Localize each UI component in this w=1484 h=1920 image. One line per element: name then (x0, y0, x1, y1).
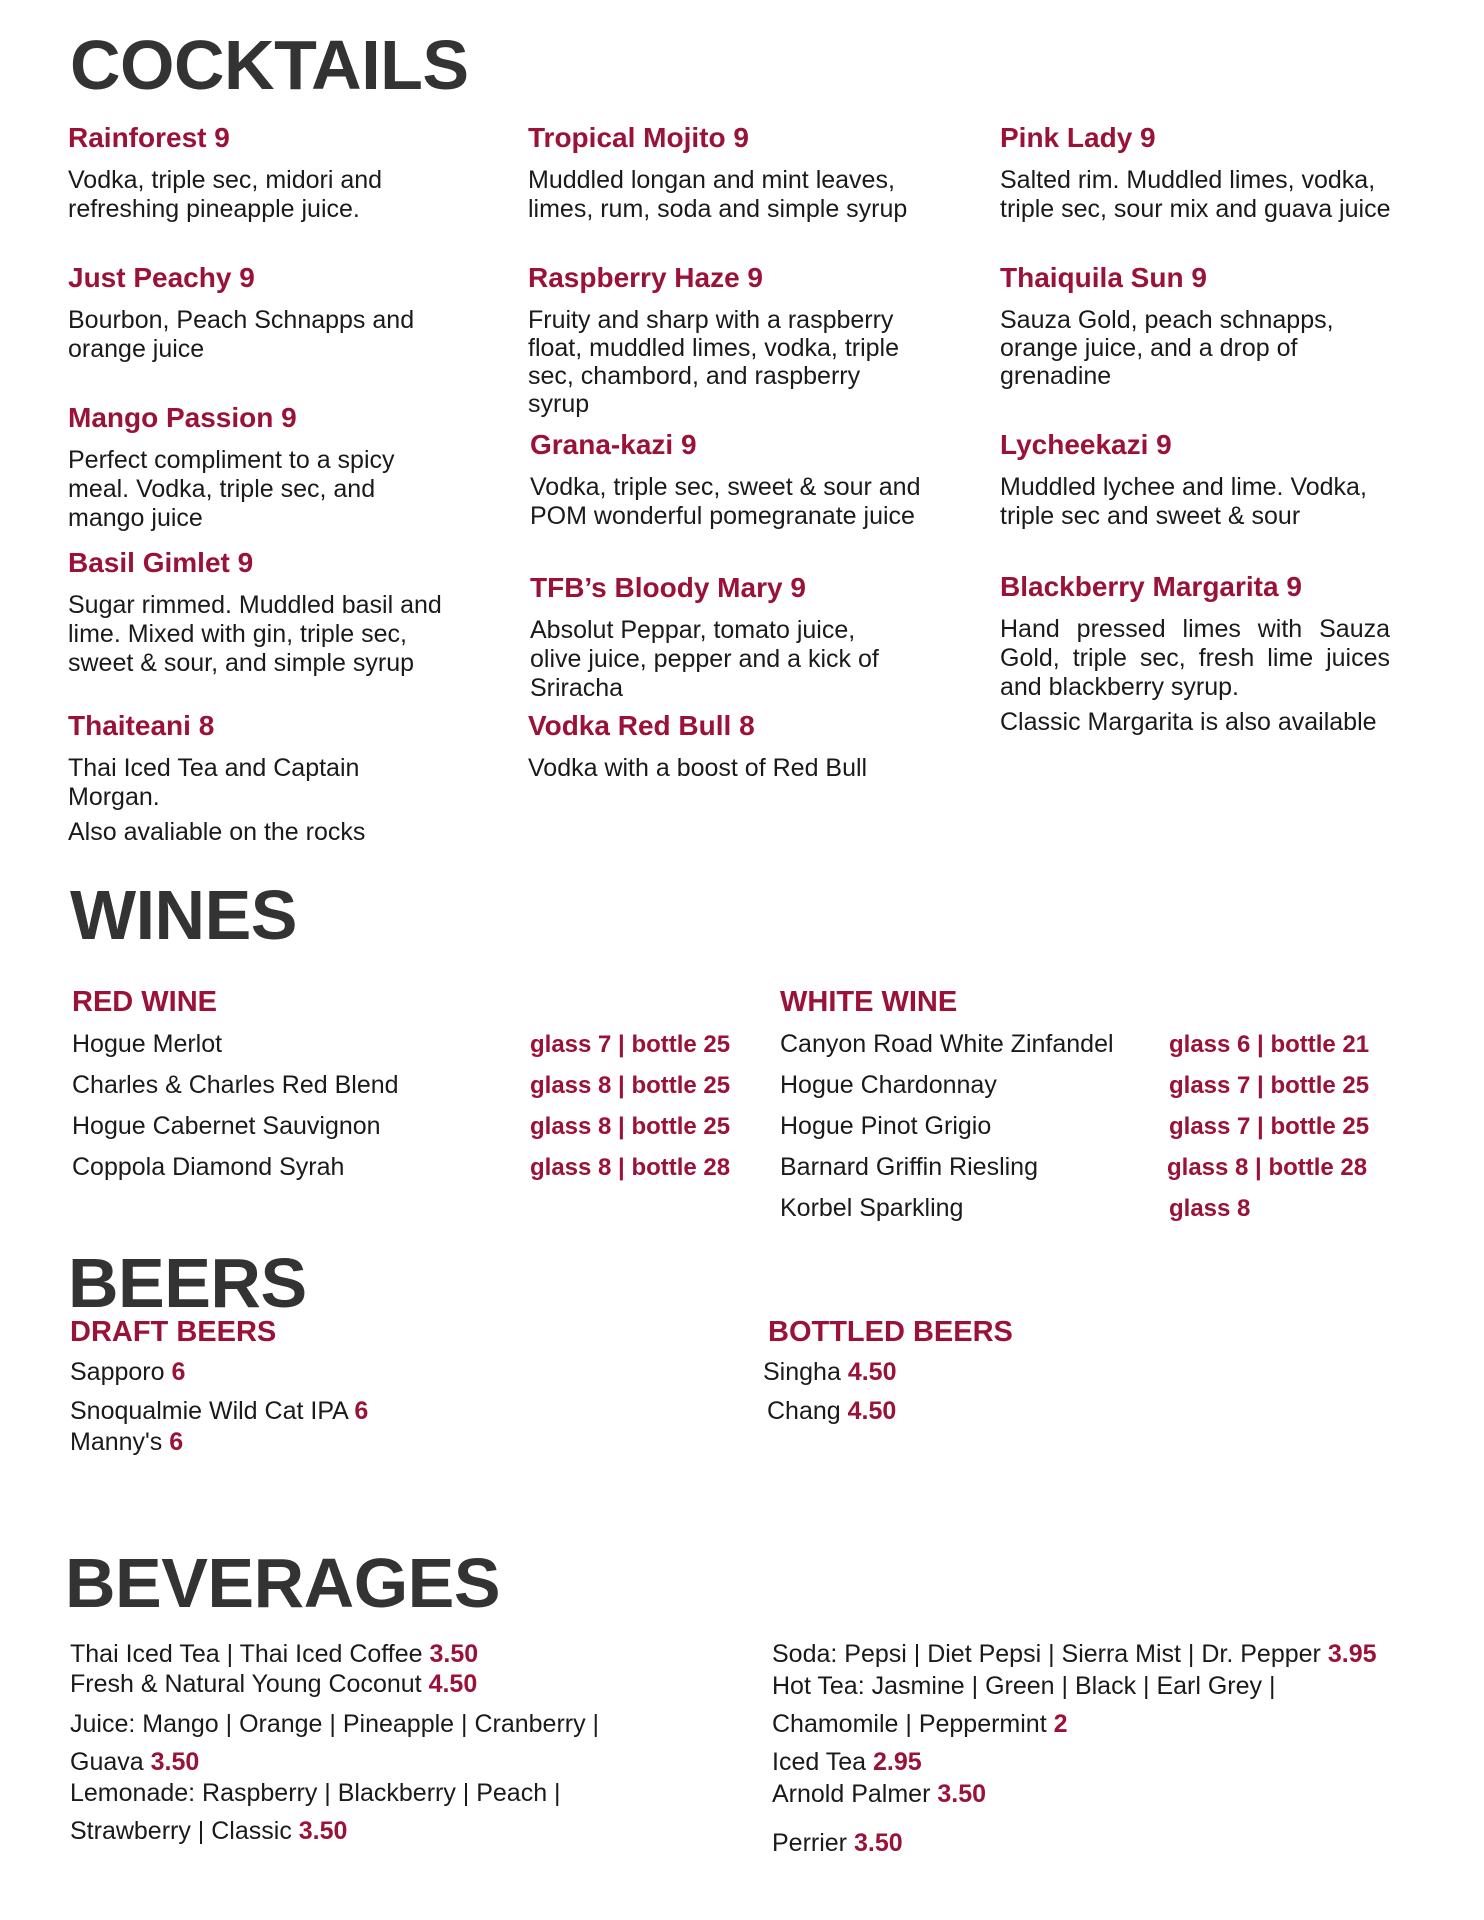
cocktail-item (68, 123, 478, 224)
cocktail-item (1000, 263, 1430, 390)
cocktail-desc: Absolut Peppar, tomato juice, olive juice, pepper and a kick of Sriracha (530, 615, 879, 702)
cocktail-desc: Muddled lychee and lime. Vodka, triple sec and sweet & sour (1000, 472, 1367, 530)
beverage-price: 3.50 (298, 1817, 348, 1845)
beverage-text: Guava (70, 1748, 144, 1776)
beverage-text: Iced Tea (772, 1748, 867, 1776)
cocktail-name: Mango Passion 9 (68, 402, 297, 433)
beer-name: Chang (767, 1397, 841, 1425)
beverage-price: 2.95 (873, 1748, 922, 1776)
beverage-line (70, 1672, 477, 1697)
wine-name: Canyon Road White Zinfandel (780, 1030, 1114, 1058)
beverage-text: Lemonade: Raspberry | Blackberry | Peach | (70, 1779, 561, 1807)
beer-name: Manny's (70, 1428, 163, 1456)
cocktail-desc: Vodka, triple sec, sweet & sour and POM wonderful pomegranate juice (530, 472, 921, 530)
wines-title: WINES (70, 876, 297, 954)
beers-title: BEERS (68, 1244, 307, 1322)
cocktail-item (1000, 123, 1430, 224)
beverages-title: BEVERAGES (65, 1544, 501, 1622)
cocktail-name: Raspberry Haze 9 (528, 262, 764, 293)
cocktail-item (1000, 572, 1390, 737)
beverage-line (70, 1712, 599, 1737)
beverage-line (70, 1781, 561, 1806)
cocktail-item (530, 573, 950, 703)
cocktail-desc: Muddled longan and mint leaves, limes, rum, soda and simple syrup (528, 165, 908, 223)
beverage-line (70, 1819, 347, 1844)
cocktail-desc: Sugar rimmed. Muddled basil and lime. Mixed with gin, triple sec, sweet & sour, and simple syrup (68, 590, 442, 677)
wine-price: glass 8 (1169, 1195, 1251, 1222)
bottled-beer-item (763, 1360, 896, 1385)
cocktail-item (528, 123, 948, 224)
cocktail-name: Vodka Red Bull 8 (528, 710, 755, 741)
beverage-line (70, 1750, 199, 1775)
wine-price: glass 6 | bottle 21 (1169, 1031, 1370, 1058)
beer-price: 6 (171, 1358, 186, 1386)
cocktail-item (1000, 430, 1430, 531)
cocktail-note: Also avaliable on the rocks (68, 817, 366, 846)
cocktail-name: Grana-kazi 9 (530, 429, 697, 460)
beer-name: Snoqualmie Wild Cat IPA (70, 1397, 348, 1425)
beverage-text: Juice: Mango | Orange | Pineapple | Cranberry | (70, 1710, 600, 1738)
beer-price: 6 (169, 1428, 184, 1456)
cocktail-item (528, 263, 948, 418)
beverage-price: 2 (1053, 1710, 1068, 1738)
cocktail-desc: Fruity and sharp with a raspberry float, muddled limes, vodka, triple sec, chambord, and raspberry syrup (528, 305, 900, 418)
beverage-line (772, 1831, 903, 1856)
beer-price: 4.50 (847, 1358, 897, 1386)
cocktail-item (68, 548, 488, 678)
beverage-text: Arnold Palmer (772, 1780, 931, 1808)
white-wine-heading: WHITE WINE (780, 986, 958, 1018)
cocktail-desc: Sauza Gold, peach schnapps, orange juice, and a drop of grenadine (1000, 305, 1334, 390)
beverage-line (772, 1782, 986, 1807)
cocktail-desc: Bourbon, Peach Schnapps and orange juice (68, 305, 415, 363)
cocktail-name: Pink Lady 9 (1000, 122, 1156, 153)
bottled-beers-heading: BOTTLED BEERS (768, 1316, 1013, 1348)
beer-name: Singha (763, 1358, 841, 1386)
cocktail-name: Just Peachy 9 (68, 262, 255, 293)
wine-price: glass 8 | bottle 28 (530, 1154, 731, 1181)
cocktails-title: COCKTAILS (70, 26, 469, 104)
cocktail-desc: Vodka with a boost of Red Bull (528, 753, 868, 782)
wine-price: glass 8 | bottle 25 (530, 1113, 731, 1140)
draft-beer-item (70, 1360, 185, 1385)
wine-name: Barnard Griffin Riesling (780, 1153, 1038, 1181)
cocktail-desc: Vodka, triple sec, midori and refreshing pineapple juice. (68, 165, 383, 223)
beer-name: Sapporo (70, 1358, 165, 1386)
draft-beer-item (70, 1399, 368, 1424)
cocktail-desc: Thai Iced Tea and Captain Morgan. (68, 753, 360, 811)
beverage-line (772, 1712, 1068, 1737)
cocktail-name: TFB’s Bloody Mary 9 (530, 572, 806, 603)
wine-name: Hogue Cabernet Sauvignon (72, 1112, 381, 1140)
wine-name: Charles & Charles Red Blend (72, 1071, 399, 1099)
beverage-text: Perrier (772, 1829, 848, 1857)
cocktail-item (68, 263, 478, 364)
beverage-price: 3.95 (1327, 1640, 1377, 1668)
wine-name: Hogue Chardonnay (780, 1071, 997, 1099)
beverage-line (772, 1674, 1275, 1699)
beer-price: 6 (354, 1397, 369, 1425)
beverage-price: 4.50 (428, 1670, 478, 1698)
beverage-line (772, 1750, 922, 1775)
bottled-beer-item (767, 1399, 896, 1424)
cocktail-name: Tropical Mojito 9 (528, 122, 749, 153)
cocktail-item (528, 711, 948, 783)
cocktail-name: Blackberry Margarita 9 (1000, 571, 1302, 602)
cocktail-note: Classic Margarita is also available (1000, 707, 1377, 736)
beverage-line (70, 1642, 478, 1667)
draft-beer-item (70, 1430, 183, 1455)
wine-name: Korbel Sparkling (780, 1194, 964, 1222)
beverage-price: 3.50 (429, 1640, 479, 1668)
beverage-price: 3.50 (937, 1780, 987, 1808)
wine-name: Coppola Diamond Syrah (72, 1153, 345, 1181)
cocktail-item (530, 430, 950, 531)
wine-name: Hogue Merlot (72, 1030, 223, 1058)
beverage-text: Soda: Pepsi | Diet Pepsi | Sierra Mist | Dr. Pepper (772, 1640, 1321, 1668)
beverage-text: Strawberry | Classic (70, 1817, 292, 1845)
wine-price: glass 8 | bottle 25 (530, 1072, 731, 1099)
cocktail-name: Basil Gimlet 9 (68, 547, 254, 578)
draft-beers-heading: DRAFT BEERS (70, 1316, 277, 1348)
cocktail-name: Thaiquila Sun 9 (1000, 262, 1207, 293)
cocktail-item (68, 403, 478, 533)
beverage-text: Chamomile | Peppermint (772, 1710, 1047, 1738)
cocktail-desc: Salted rim. Muddled limes, vodka, triple sec, sour mix and guava juice (1000, 165, 1391, 223)
cocktail-desc: Hand pressed limes with Sauza Gold, triple sec, fresh lime juices and blackberry syrup. (1000, 614, 1390, 701)
cocktail-desc: Perfect compliment to a spicy meal. Vodka, triple sec, and mango juice (68, 445, 395, 532)
cocktail-name: Thaiteani 8 (68, 710, 215, 741)
wine-price: glass 7 | bottle 25 (1169, 1113, 1370, 1140)
cocktail-name: Lycheekazi 9 (1000, 429, 1172, 460)
red-wine-heading: RED WINE (72, 986, 217, 1018)
beverage-price: 3.50 (150, 1748, 200, 1776)
wine-price: glass 7 | bottle 25 (530, 1031, 731, 1058)
beer-price: 4.50 (847, 1397, 897, 1425)
beverage-text: Thai Iced Tea | Thai Iced Coffee (70, 1640, 423, 1668)
beverage-text: Fresh & Natural Young Coconut (70, 1670, 422, 1698)
wine-price: glass 7 | bottle 25 (1169, 1072, 1370, 1099)
beverage-price: 3.50 (853, 1829, 903, 1857)
wine-name: Hogue Pinot Grigio (780, 1112, 992, 1140)
cocktail-item (68, 711, 478, 847)
cocktail-name: Rainforest 9 (68, 122, 230, 153)
wine-price: glass 8 | bottle 28 (1167, 1154, 1368, 1181)
beverage-line (772, 1642, 1377, 1667)
beverage-text: Hot Tea: Jasmine | Green | Black | Earl Grey | (772, 1672, 1276, 1700)
